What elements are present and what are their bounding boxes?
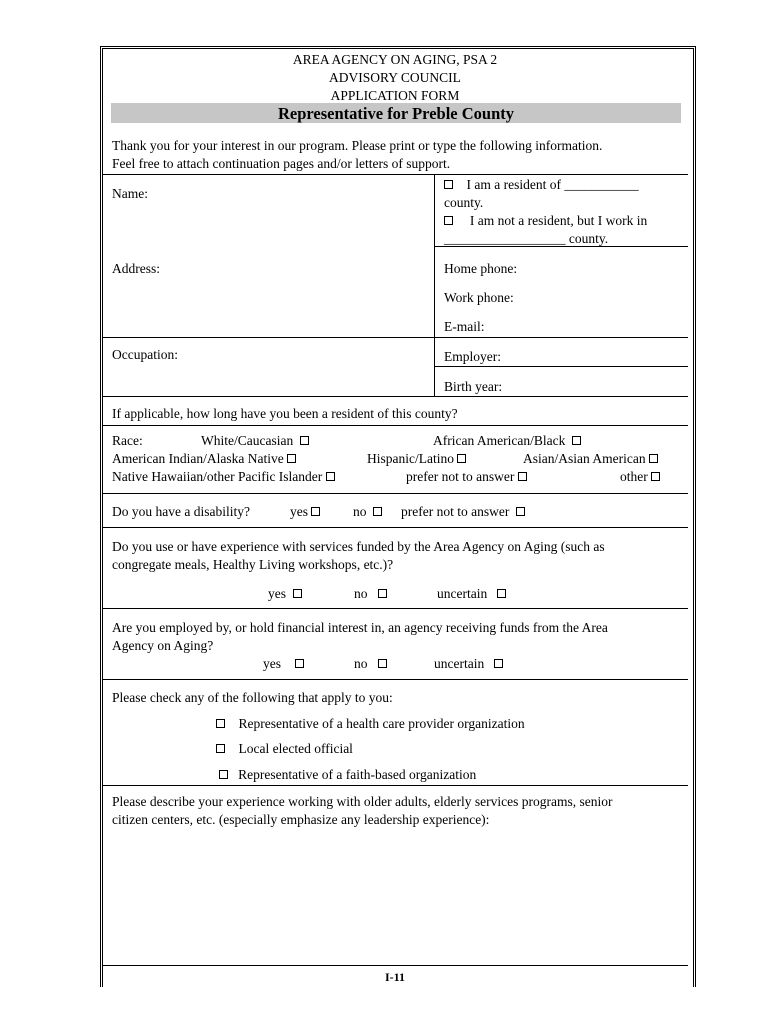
resident-label-cont: county. bbox=[444, 195, 484, 210]
services-no-checkbox[interactable] bbox=[378, 589, 387, 598]
agency-title: AREA AGENCY ON AGING, PSA 2 bbox=[292, 52, 498, 67]
nonresident-option bbox=[444, 213, 647, 229]
employer-label: Employer: bbox=[444, 349, 501, 364]
divider bbox=[102, 337, 688, 338]
divider bbox=[102, 493, 688, 494]
employed-question-2: Agency on Aging? bbox=[112, 638, 214, 653]
services-question-2: congregate meals, Healthy Living workshops, etc.)? bbox=[112, 557, 394, 572]
disability-yes-checkbox[interactable] bbox=[311, 507, 320, 516]
employed-question-1: Are you employed by, or hold financial interest in, an agency receiving funds from the Area bbox=[112, 620, 608, 635]
disability-prefer-not-label: prefer not to answer bbox=[401, 504, 510, 519]
race-asian-label: Asian/Asian American bbox=[523, 451, 646, 466]
work-phone-label: Work phone: bbox=[444, 290, 514, 305]
services-uncertain bbox=[437, 586, 506, 602]
employed-uncertain-label: uncertain bbox=[434, 656, 485, 671]
disability-yes bbox=[290, 504, 320, 520]
employed-yes-label: yes bbox=[263, 656, 281, 671]
apply-question: Please check any of the following that apply to you: bbox=[112, 690, 393, 705]
race-other-label: other bbox=[620, 469, 648, 484]
race-pacific bbox=[112, 469, 335, 485]
employed-uncertain-checkbox[interactable] bbox=[494, 659, 503, 668]
nonresident-label: I am not a resident, but I work in bbox=[469, 213, 648, 228]
divider bbox=[102, 174, 688, 175]
apply-option-3 bbox=[219, 767, 476, 783]
address-label: Address: bbox=[112, 261, 160, 276]
county-banner: Representative for Preble County bbox=[111, 103, 681, 123]
race-pacific-checkbox[interactable] bbox=[326, 472, 335, 481]
disability-yes-label: yes bbox=[290, 504, 308, 519]
resident-option bbox=[444, 177, 639, 193]
disability-question: Do you have a disability? bbox=[112, 504, 250, 519]
race-prefer-not-label: prefer not to answer bbox=[406, 469, 515, 484]
services-uncertain-label: uncertain bbox=[437, 586, 488, 601]
apply-option-1-checkbox[interactable] bbox=[216, 719, 225, 728]
page-number: I-11 bbox=[384, 970, 405, 984]
race-white-checkbox[interactable] bbox=[300, 436, 309, 445]
apply-option-1 bbox=[216, 716, 525, 732]
divider bbox=[102, 679, 688, 680]
divider bbox=[102, 527, 688, 528]
resident-label: I am a resident of ___________ bbox=[466, 177, 639, 192]
services-uncertain-checkbox[interactable] bbox=[497, 589, 506, 598]
apply-option-1-label: Representative of a health care provider organization bbox=[238, 716, 525, 731]
services-no-label: no bbox=[354, 586, 368, 601]
intro-line-2: Feel free to attach continuation pages and/or letters of support. bbox=[112, 156, 451, 171]
services-yes-checkbox[interactable] bbox=[293, 589, 302, 598]
race-prefer-not-checkbox[interactable] bbox=[518, 472, 527, 481]
race-native-american-label: American Indian/Alaska Native bbox=[112, 451, 284, 466]
employed-no-checkbox[interactable] bbox=[378, 659, 387, 668]
council-title: ADVISORY COUNCIL bbox=[329, 70, 461, 85]
race-other bbox=[620, 469, 660, 485]
employed-yes bbox=[263, 656, 304, 672]
experience-prompt-1: Please describe your experience working with older adults, elderly services programs, senior bbox=[112, 794, 613, 809]
race-hispanic bbox=[367, 451, 466, 467]
services-no bbox=[354, 586, 387, 602]
disability-prefer-not-checkbox[interactable] bbox=[516, 507, 525, 516]
column-divider bbox=[434, 174, 435, 396]
race-native-american-checkbox[interactable] bbox=[287, 454, 296, 463]
apply-option-2-checkbox[interactable] bbox=[216, 744, 225, 753]
divider bbox=[102, 785, 688, 786]
divider bbox=[102, 396, 688, 397]
disability-prefer-not bbox=[401, 504, 525, 520]
birth-year-label: Birth year: bbox=[444, 379, 503, 394]
race-white-label: White/Caucasian bbox=[201, 433, 294, 448]
employed-no bbox=[354, 656, 387, 672]
services-question-1: Do you use or have experience with services funded by the Area Agency on Aging (such as bbox=[112, 539, 605, 554]
employed-uncertain bbox=[434, 656, 503, 672]
race-hispanic-label: Hispanic/Latino bbox=[367, 451, 454, 466]
race-hispanic-checkbox[interactable] bbox=[457, 454, 466, 463]
divider bbox=[102, 965, 688, 966]
disability-no bbox=[353, 504, 382, 520]
race-asian-checkbox[interactable] bbox=[649, 454, 658, 463]
nonresident-checkbox[interactable] bbox=[444, 216, 453, 225]
race-other-checkbox[interactable] bbox=[651, 472, 660, 481]
apply-option-2-label: Local elected official bbox=[238, 741, 353, 756]
race-black-label: African American/Black bbox=[433, 433, 566, 448]
divider bbox=[434, 366, 688, 367]
disability-no-checkbox[interactable] bbox=[373, 507, 382, 516]
race-native-american bbox=[112, 451, 296, 467]
experience-answer-area[interactable] bbox=[103, 830, 687, 964]
race-pacific-label: Native Hawaiian/other Pacific Islander bbox=[112, 469, 323, 484]
occupation-label: Occupation: bbox=[112, 347, 178, 362]
race-asian bbox=[523, 451, 658, 467]
experience-prompt-2: citizen centers, etc. (especially emphasize any leadership experience): bbox=[112, 812, 490, 827]
intro-line-1: Thank you for your interest in our program. Please print or type the following information. bbox=[112, 138, 603, 153]
race-label: Race: bbox=[112, 433, 143, 448]
services-yes bbox=[268, 586, 302, 602]
form-title: APPLICATION FORM bbox=[330, 88, 460, 103]
employed-no-label: no bbox=[354, 656, 368, 671]
nonresident-label-cont: __________________ county. bbox=[444, 231, 609, 246]
name-label: Name: bbox=[112, 186, 148, 201]
employed-yes-checkbox[interactable] bbox=[295, 659, 304, 668]
race-black-checkbox[interactable] bbox=[572, 436, 581, 445]
residency-question: If applicable, how long have you been a resident of this county? bbox=[112, 406, 458, 421]
race-white bbox=[201, 433, 309, 449]
disability-no-label: no bbox=[353, 504, 367, 519]
race-prefer-not bbox=[406, 469, 527, 485]
services-yes-label: yes bbox=[268, 586, 286, 601]
apply-option-3-label: Representative of a faith-based organization bbox=[238, 767, 477, 782]
divider bbox=[102, 608, 688, 609]
email-label: E-mail: bbox=[444, 319, 485, 334]
resident-checkbox[interactable] bbox=[444, 180, 453, 189]
apply-option-3-checkbox[interactable] bbox=[219, 770, 228, 779]
race-black bbox=[433, 433, 581, 449]
apply-option-2 bbox=[216, 741, 353, 757]
divider bbox=[102, 425, 688, 426]
home-phone-label: Home phone: bbox=[444, 261, 518, 276]
divider bbox=[434, 246, 688, 247]
